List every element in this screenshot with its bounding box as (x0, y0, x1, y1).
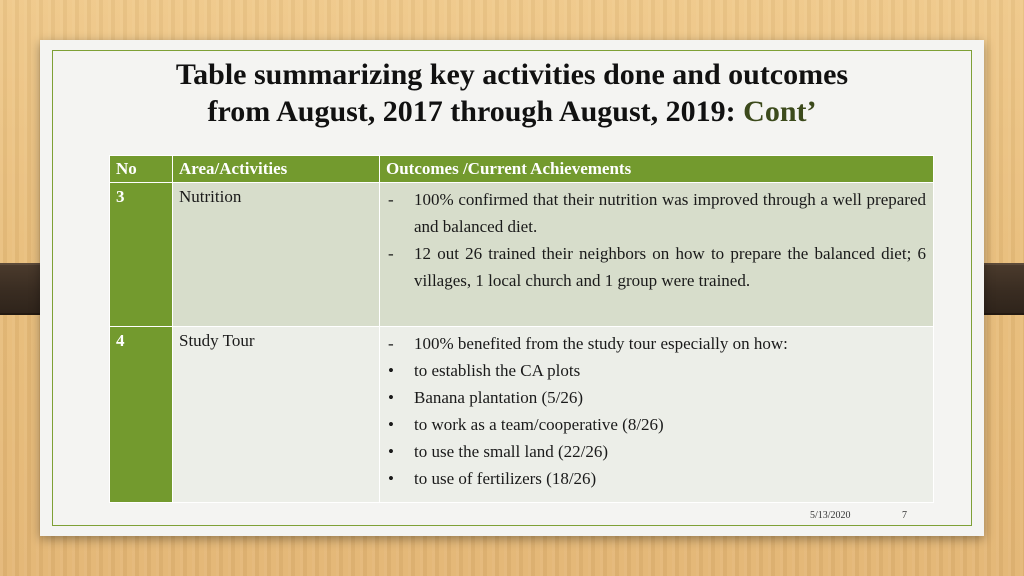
header-no: No (110, 156, 173, 183)
list-item-text: to use the small land (22/26) (414, 442, 609, 461)
list-item-text: to work as a team/cooperative (8/26) (414, 415, 664, 434)
list-item (386, 384, 926, 411)
list-item (386, 438, 926, 465)
title-accent: Cont’ (743, 95, 817, 128)
outcome-list (386, 330, 926, 492)
header-outcomes: Outcomes /Current Achievements (380, 156, 934, 183)
dash-marker: - (388, 244, 394, 263)
list-item (386, 240, 926, 294)
list-item-text: 12 out 26 trained their neighbors on how to prepare the balanced diet; 6 villages, 1 local church and 1 group were trained. (414, 244, 926, 290)
title-line-2 (40, 93, 984, 130)
list-item-text: to establish the CA plots (414, 361, 581, 380)
list-item (386, 186, 926, 240)
slide (40, 40, 984, 536)
list-item (386, 465, 926, 492)
list-item (386, 330, 926, 357)
row-area: Study Tour (173, 327, 380, 503)
dash-marker: - (388, 190, 394, 209)
outcome-list (386, 186, 926, 294)
bullet-marker: • (388, 469, 394, 488)
list-item-text: Banana plantation (5/26) (414, 388, 584, 407)
row-outcomes (380, 327, 934, 503)
row-outcomes (380, 183, 934, 327)
row-area: Nutrition (173, 183, 380, 327)
bullet-marker: • (388, 361, 394, 380)
bullet-marker: • (388, 415, 394, 434)
title-line-2-text: from August, 2017 through August, 2019: (207, 95, 744, 128)
list-item-text: to use of fertilizers (18/26) (414, 469, 597, 488)
row-number: 4 (110, 327, 173, 503)
footer-date: 5/13/2020 (810, 510, 851, 521)
activities-table (109, 155, 934, 503)
table-header-row (110, 156, 934, 183)
row-number: 3 (110, 183, 173, 327)
table-row (110, 183, 934, 327)
list-item (386, 411, 926, 438)
list-item (386, 357, 926, 384)
list-item-text: 100% benefited from the study tour especially on how: (414, 334, 788, 353)
table-row (110, 327, 934, 503)
page-number: 7 (902, 510, 907, 521)
header-area: Area/Activities (173, 156, 380, 183)
list-item-text: 100% confirmed that their nutrition was improved through a well prepared and balanced diet. (414, 190, 926, 236)
title-line-1: Table summarizing key activities done and outcomes (175, 58, 849, 91)
bullet-marker: • (388, 388, 394, 407)
bullet-marker: • (388, 442, 394, 461)
dash-marker: - (388, 334, 394, 353)
slide-title (40, 56, 984, 130)
